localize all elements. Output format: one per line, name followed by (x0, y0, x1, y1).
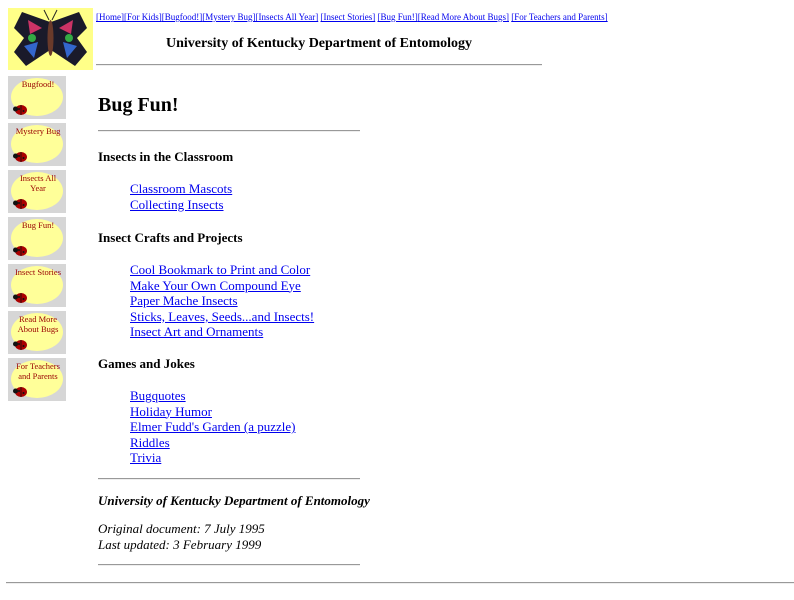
sidebar-item-insects-all-year[interactable] (8, 170, 66, 213)
nav-link-bugfood[interactable]: [Bugfood!] (161, 12, 203, 22)
site-title: University of Kentucky Department of Entomology (165, 36, 473, 51)
sidebar-item-mystery-bug[interactable] (8, 123, 66, 166)
ladybug-icon (12, 102, 28, 116)
sidebar-item-label: For Teachers and Parents (16, 361, 60, 381)
link-trivia[interactable]: Trivia (130, 450, 162, 466)
link-collecting-insects[interactable]: Collecting Insects (130, 196, 224, 212)
sidebar-item-bugfood[interactable] (8, 76, 66, 119)
sidebar-item-label: Read More About Bugs (17, 314, 59, 334)
footer-divider (98, 478, 360, 480)
last-updated: Last updated: 3 February 1999 (98, 537, 262, 552)
link-list-games (130, 388, 296, 466)
nav-link-insect-stories[interactable]: [Insect Stories] (320, 12, 376, 22)
sidebar-item-read-more[interactable] (8, 311, 66, 354)
nav-link-bug-fun[interactable]: [Bug Fun!] (377, 12, 418, 22)
nav-link-insects-all-year[interactable]: [Insects All Year] (255, 12, 319, 22)
nav-link-teachers-parents[interactable]: [For Teachers and Parents] (511, 12, 608, 22)
link-cool-bookmark[interactable]: Cool Bookmark to Print and Color (130, 262, 311, 277)
section-heading-crafts: Insect Crafts and Projects (98, 230, 243, 245)
sidebar-item-teachers-parents[interactable] (8, 358, 66, 401)
link-list-crafts (130, 262, 314, 340)
link-insect-art[interactable]: Insect Art and Ornaments (130, 324, 264, 340)
link-riddles[interactable]: Riddles (130, 434, 170, 450)
link-elmer-fudd[interactable]: Elmer Fudd's Garden (a puzzle) (130, 419, 296, 435)
link-list-classroom (130, 181, 232, 212)
butterfly-icon (8, 8, 93, 70)
ladybug-icon (12, 290, 28, 304)
ladybug-icon (12, 149, 28, 163)
sidebar-item-label: Insects All Year (19, 173, 57, 193)
top-nav-links (96, 12, 608, 22)
sidebar-item-label: Insect Stories (14, 267, 62, 277)
ladybug-icon (12, 337, 28, 351)
section-heading-classroom: Insects in the Classroom (98, 149, 234, 164)
footer-end-divider (98, 564, 360, 566)
sidebar-item-label: Mystery Bug (15, 126, 61, 136)
sidebar-item-label: Bugfood! (21, 79, 55, 89)
header-divider (96, 64, 542, 66)
footer-organization: University of Kentucky Department of Entomology (98, 493, 370, 508)
nav-link-read-more[interactable]: [Read More About Bugs] (417, 12, 509, 22)
ladybug-icon (12, 243, 28, 257)
sidebar-item-insect-stories[interactable] (8, 264, 66, 307)
side-nav (8, 76, 66, 405)
link-paper-mache[interactable]: Paper Mache Insects (130, 293, 238, 309)
nav-link-home[interactable]: [Home] (96, 12, 124, 22)
ladybug-icon (12, 384, 28, 398)
sidebar-item-bug-fun[interactable] (8, 217, 66, 260)
original-date: Original document: 7 July 1995 (98, 521, 265, 536)
title-divider (98, 130, 360, 132)
link-classroom-mascots[interactable]: Classroom Mascots (130, 181, 233, 196)
sidebar-item-label: Bug Fun! (21, 220, 55, 230)
link-compound-eye[interactable]: Make Your Own Compound Eye (130, 277, 301, 293)
butterfly-logo (8, 8, 93, 70)
page-title: Bug Fun! (98, 94, 179, 116)
page-bottom-divider (6, 582, 794, 584)
ladybug-icon (12, 196, 28, 210)
link-holiday-humor[interactable]: Holiday Humor (130, 403, 212, 419)
nav-link-mystery-bug[interactable]: [Mystery Bug] (202, 12, 256, 22)
link-sticks-leaves-seeds[interactable]: Sticks, Leaves, Seeds...and Insects! (130, 308, 315, 324)
nav-link-for-kids[interactable]: [For Kids] (124, 12, 162, 22)
section-heading-games: Games and Jokes (98, 356, 195, 371)
link-bugquotes[interactable]: Bugquotes (130, 388, 186, 403)
